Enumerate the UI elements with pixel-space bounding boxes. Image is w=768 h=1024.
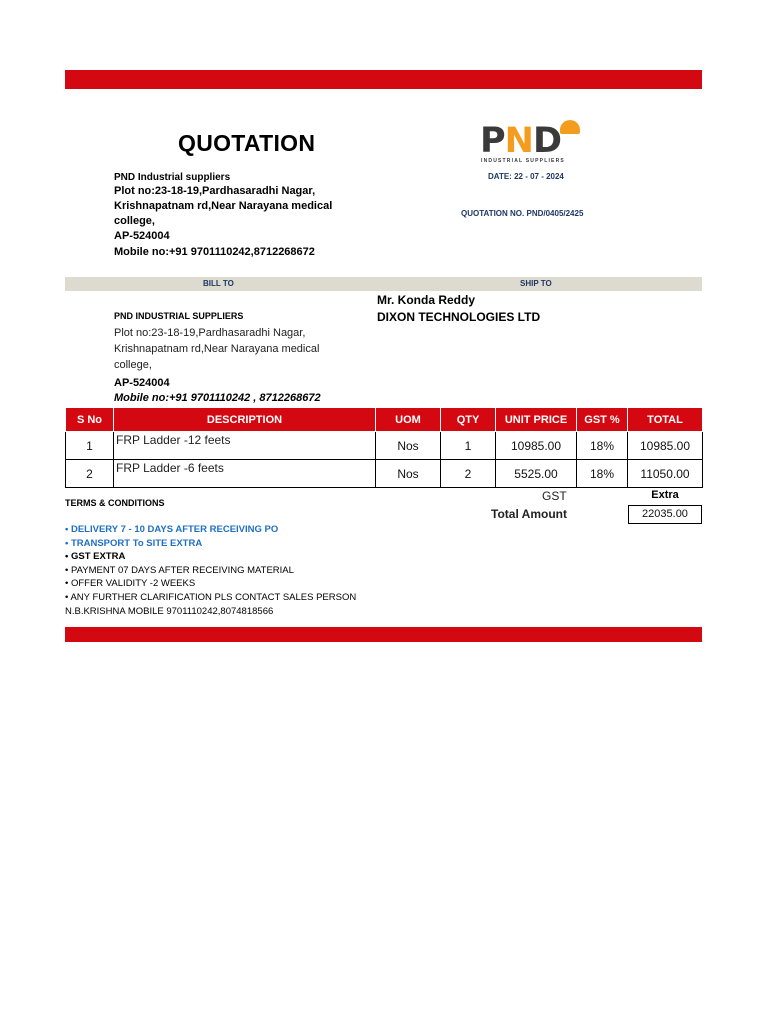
terms-list	[65, 523, 356, 618]
gst-value: Extra	[651, 489, 679, 501]
logo-tagline: INDUSTRIAL SUPPLIERS	[481, 158, 565, 164]
total-amount-label: Total Amount	[491, 507, 567, 521]
header-unit-price: UNIT PRICE	[496, 408, 577, 432]
bill-ship-header-band	[65, 277, 702, 291]
term-item: • GST EXTRA	[65, 551, 126, 563]
logo-letter-p: P	[480, 121, 505, 161]
terms-heading: TERMS & CONDITIONS	[65, 498, 165, 508]
table-row	[66, 460, 703, 488]
header-qty: QTY	[441, 408, 496, 432]
ship-to-heading: SHIP TO	[520, 279, 552, 288]
cell-gst: 18%	[577, 460, 628, 488]
bill-to-name: PND INDUSTRIAL SUPPLIERS	[114, 311, 244, 321]
total-amount-value: 22035.00	[628, 505, 702, 524]
quotation-number: QUOTATION NO. PND/0405/2425	[461, 209, 584, 218]
header-gst: GST %	[577, 408, 628, 432]
company-logo	[478, 120, 586, 168]
cell-uom: Nos	[376, 460, 441, 488]
bottom-red-band	[65, 627, 702, 642]
cell-sno: 2	[66, 460, 114, 488]
bill-to-mobile: Mobile no:+91 9701110242 , 8712268672	[114, 392, 321, 404]
company-name: PND Industrial suppliers	[114, 172, 231, 183]
term-item: • TRANSPORT To SITE EXTRA	[65, 537, 203, 549]
bill-to-heading: BILL TO	[203, 279, 234, 288]
cell-description: FRP Ladder -12 feets	[114, 432, 376, 460]
header-sno: S No	[66, 408, 114, 432]
cell-total: 10985.00	[628, 432, 703, 460]
cell-uom: Nos	[376, 432, 441, 460]
company-pin: AP-524004	[114, 230, 170, 242]
term-item: • DELIVERY 7 - 10 DAYS AFTER RECEIVING PO	[65, 524, 279, 535]
bill-to-pin: AP-524004	[114, 377, 170, 389]
items-table	[65, 407, 703, 488]
company-mobile: Mobile no:+91 9701110242,8712268672	[114, 246, 315, 258]
logo-letter-d: D	[532, 121, 562, 161]
logo-letter-n: N	[504, 121, 533, 161]
bill-to-address: Plot no:23-18-19,Pardhasaradhi Nagar, Krishnapatnam rd,Near Narayana medical college,	[114, 327, 320, 371]
table-row	[66, 432, 703, 460]
document-title: QUOTATION	[178, 130, 316, 156]
cell-description: FRP Ladder -6 feets	[114, 460, 376, 488]
header-description: DESCRIPTION	[114, 408, 376, 432]
top-red-band	[65, 70, 702, 89]
ship-to-company: DIXON TECHNOLOGIES LTD	[377, 310, 541, 324]
cell-unit-price: 10985.00	[496, 432, 577, 460]
company-address: Plot no:23-18-19,Pardhasaradhi Nagar, Krishnapatnam rd,Near Narayana medical college,	[114, 185, 333, 227]
header-total: TOTAL	[628, 408, 703, 432]
cell-total: 11050.00	[628, 460, 703, 488]
cell-sno: 1	[66, 432, 114, 460]
sales-contact: N.B.KRISHNA MOBILE 9701110242,8074818566	[65, 605, 274, 617]
term-item: • PAYMENT 07 DAYS AFTER RECEIVING MATERIAL	[65, 564, 294, 576]
quotation-date: DATE: 22 - 07 - 2024	[488, 172, 564, 181]
cell-qty: 1	[441, 432, 496, 460]
term-item: • OFFER VALIDITY -2 WEEKS	[65, 578, 196, 590]
term-item: • ANY FURTHER CLARIFICATION PLS CONTACT SALES PERSON	[65, 591, 357, 603]
cell-gst: 18%	[577, 432, 628, 460]
header-uom: UOM	[376, 408, 441, 432]
ship-to-person: Mr. Konda Reddy	[377, 293, 476, 307]
helmet-icon	[560, 120, 580, 134]
cell-unit-price: 5525.00	[496, 460, 577, 488]
gst-label: GST	[542, 489, 567, 503]
table-header-row	[66, 408, 703, 432]
cell-qty: 2	[441, 460, 496, 488]
